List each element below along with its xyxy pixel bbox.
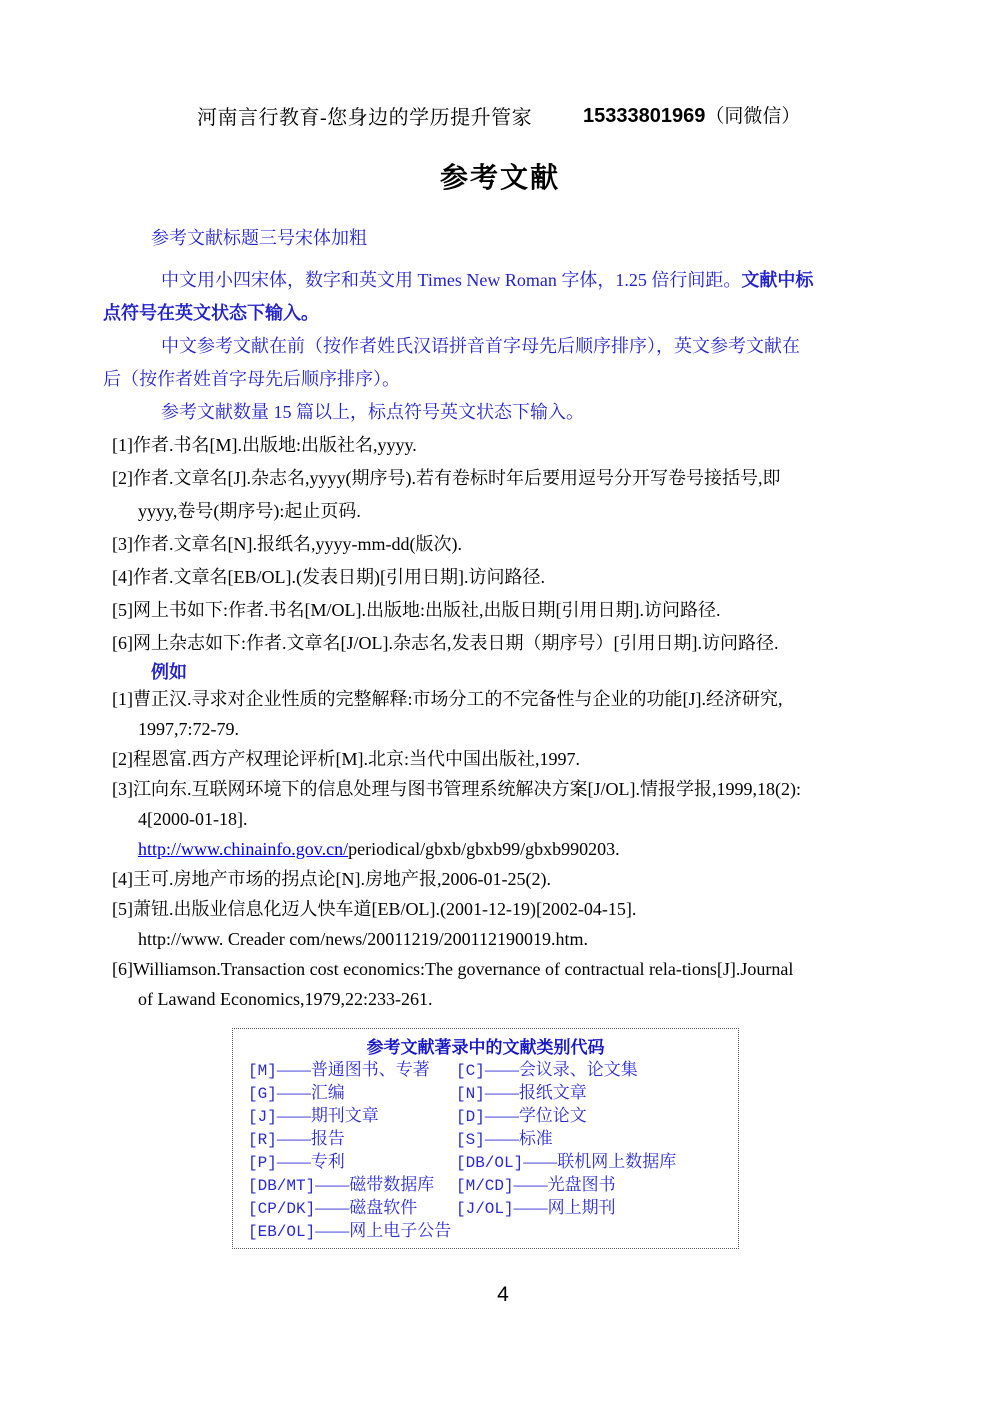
example-ref-3-line2: 4[2000-01-18].	[138, 809, 248, 829]
document-title: 参考文献	[439, 163, 560, 194]
header-phone-number: 15333801969	[583, 105, 706, 127]
code-box-row	[233, 1151, 738, 1174]
code-label: 报纸文章	[518, 1083, 587, 1102]
code-box-row	[233, 1105, 738, 1128]
format-rule-2-line1: [2]作者.文章名[J].杂志名,yyyy(期序号).若有卷标时年后要用逗号分开写卷号接括号,即	[112, 468, 781, 488]
code-label: 汇编	[310, 1083, 345, 1102]
format-rule-6: [6]网上杂志如下:作者.文章名[J/OL].杂志名,发表日期（期序号）[引用日期].访问路径.	[112, 633, 779, 653]
format-rule-1: [1]作者.书名[M].出版地:出版社名,yyyy.	[112, 435, 417, 455]
format-rule-3: [3]作者.文章名[N].报纸名,yyyy-mm-dd(版次).	[112, 534, 462, 554]
code-dash: ——	[484, 1060, 519, 1079]
code-label: 光盘图书	[547, 1175, 616, 1194]
format-rule-4: [4]作者.文章名[EB/OL].(发表日期)[引用日期].访问路径.	[112, 567, 545, 587]
code-label: 报告	[310, 1129, 345, 1148]
code-tag: [EB/OL]	[248, 1223, 316, 1241]
code-dash: ——	[484, 1106, 519, 1125]
code-label: 期刊文章	[310, 1106, 379, 1125]
code-dash: ——	[315, 1198, 350, 1217]
guideline-font-line1	[103, 264, 903, 297]
code-box-row	[233, 1082, 738, 1105]
guideline-order-line2: 后（按作者姓首字母先后顺序排序）。	[103, 369, 400, 389]
code-dash: ——	[484, 1083, 519, 1102]
code-cell	[248, 1128, 456, 1151]
code-label: 标准	[518, 1129, 553, 1148]
url-plain-part: periodical/gbxb/gbxb99/gbxb990203.	[348, 839, 620, 859]
code-cell	[456, 1082, 738, 1105]
guideline-order-line1: 中文参考文献在前（按作者姓氏汉语拼音首字母先后顺序排序），英文参考文献在	[161, 336, 800, 356]
code-cell	[248, 1082, 456, 1105]
guideline-heading-style: 参考文献标题三号宋体加粗	[151, 228, 367, 248]
reference-type-code-box	[232, 1028, 739, 1249]
code-cell	[456, 1059, 738, 1082]
code-box-row	[233, 1128, 738, 1151]
code-tag: [J]	[248, 1108, 277, 1126]
guideline-punct-bold-start: 文献中标	[741, 270, 814, 290]
code-label: 磁带数据库	[349, 1175, 435, 1194]
format-rule-2-line2: yyyy,卷号(期序号):起止页码.	[138, 501, 361, 521]
example-ref-1-line1: [1]曹正汉.寻求对企业性质的完整解释:市场分工的不完备性与企业的功能[J].经济研究,	[112, 689, 783, 709]
code-cell	[456, 1151, 738, 1174]
document-body	[103, 222, 903, 1307]
code-cell	[248, 1059, 456, 1082]
code-dash: ——	[276, 1060, 311, 1079]
examples-label: 例如	[151, 662, 187, 682]
code-tag: [P]	[248, 1154, 277, 1172]
code-label: 会议录、论文集	[518, 1060, 638, 1079]
code-tag: [J/OL]	[456, 1200, 514, 1218]
code-label: 普通图书、专著	[310, 1060, 430, 1079]
code-tag: [M/CD]	[456, 1177, 514, 1195]
code-dash: ——	[315, 1175, 350, 1194]
code-tag: [DB/MT]	[248, 1177, 316, 1195]
code-tag: [N]	[456, 1085, 485, 1103]
code-cell	[456, 1105, 738, 1128]
chinainfo-hyperlink[interactable]: http://www.chinainfo.gov.cn/	[138, 839, 349, 859]
guideline-count: 参考文献数量 15 篇以上，标点符号英文状态下输入。	[161, 402, 584, 422]
example-ref-5-line1: [5]萧钮.出版业信息化迈人快车道[EB/OL].(2001-12-19)[2002-04-15].	[112, 899, 637, 919]
code-tag: [DB/OL]	[456, 1154, 524, 1172]
code-box-row	[233, 1197, 738, 1220]
code-box-title: 参考文献著录中的文献类别代码	[366, 1038, 605, 1057]
code-dash: ——	[276, 1129, 311, 1148]
code-cell	[248, 1151, 456, 1174]
example-ref-6-line2: of Lawand Economics,1979,22:233-261.	[138, 989, 433, 1009]
example-references	[103, 684, 903, 1014]
code-tag: [S]	[456, 1131, 485, 1149]
code-cell	[248, 1105, 456, 1128]
page-number: 4	[497, 1283, 509, 1306]
reference-format-rules	[103, 429, 903, 660]
code-cell	[248, 1174, 456, 1197]
code-cell	[248, 1197, 456, 1220]
code-label: 网上期刊	[547, 1198, 616, 1217]
code-tag: [G]	[248, 1085, 277, 1103]
code-dash: ——	[276, 1106, 311, 1125]
code-tag: [R]	[248, 1131, 277, 1149]
example-ref-3-url-line	[112, 834, 903, 864]
guideline-font-normal: 中文用小四宋体，数字和英文用 Times New Roman 字体，1.25 倍行间距。	[161, 270, 742, 290]
code-dash: ——	[513, 1175, 548, 1194]
code-dash: ——	[315, 1221, 350, 1240]
code-box-row	[233, 1174, 738, 1197]
code-label: 网上电子公告	[349, 1221, 452, 1240]
code-cell	[456, 1128, 738, 1151]
example-ref-5-line2: http://www. Creader com/news/20011219/200112190019.htm.	[138, 929, 588, 949]
code-label: 学位论文	[518, 1106, 587, 1125]
example-ref-3-line1: [3]江向东.互联网环境下的信息处理与图书管理系统解决方案[J/OL].情报学报,1999,18(2):	[112, 779, 801, 799]
header-company-name: 河南言行教育-您身边的学历提升管家	[197, 107, 533, 129]
formatting-guidelines	[103, 222, 903, 429]
example-ref-2: [2]程恩富.西方产权理论评析[M].北京:当代中国出版社,1997.	[112, 749, 580, 769]
code-box-row	[233, 1220, 738, 1243]
code-cell	[248, 1220, 456, 1243]
header-phone-wechat-note: （同微信）	[705, 106, 801, 127]
example-ref-4: [4]王可.房地产市场的拐点论[N].房地产报,2006-01-25(2).	[112, 869, 551, 889]
code-dash: ——	[276, 1083, 311, 1102]
code-dash: ——	[513, 1198, 548, 1217]
code-cell	[456, 1197, 738, 1220]
header-phone	[583, 101, 800, 128]
code-cell	[456, 1220, 738, 1243]
code-label: 磁盘软件	[349, 1198, 418, 1217]
code-tag: [CP/DK]	[248, 1200, 316, 1218]
guideline-punct-bold-end: 点符号在英文状态下输入。	[103, 303, 319, 323]
format-rule-5: [5]网上书如下:作者.书名[M/OL].出版地:出版社,出版日期[引用日期].访问路径.	[112, 600, 721, 620]
example-ref-1-line2: 1997,7:72-79.	[138, 719, 239, 739]
code-tag: [M]	[248, 1062, 277, 1080]
code-box-row	[233, 1059, 738, 1082]
code-tag: [C]	[456, 1062, 485, 1080]
code-label: 联机网上数据库	[557, 1152, 677, 1171]
code-dash: ——	[484, 1129, 519, 1148]
code-label: 专利	[310, 1152, 345, 1171]
code-dash: ——	[276, 1152, 311, 1171]
code-cell	[456, 1174, 738, 1197]
code-tag: [D]	[456, 1108, 485, 1126]
example-ref-6-line1: [6]Williamson.Transaction cost economics:The governance of contractual rela-tions[J].Journal	[112, 959, 794, 979]
code-dash: ——	[523, 1152, 558, 1171]
